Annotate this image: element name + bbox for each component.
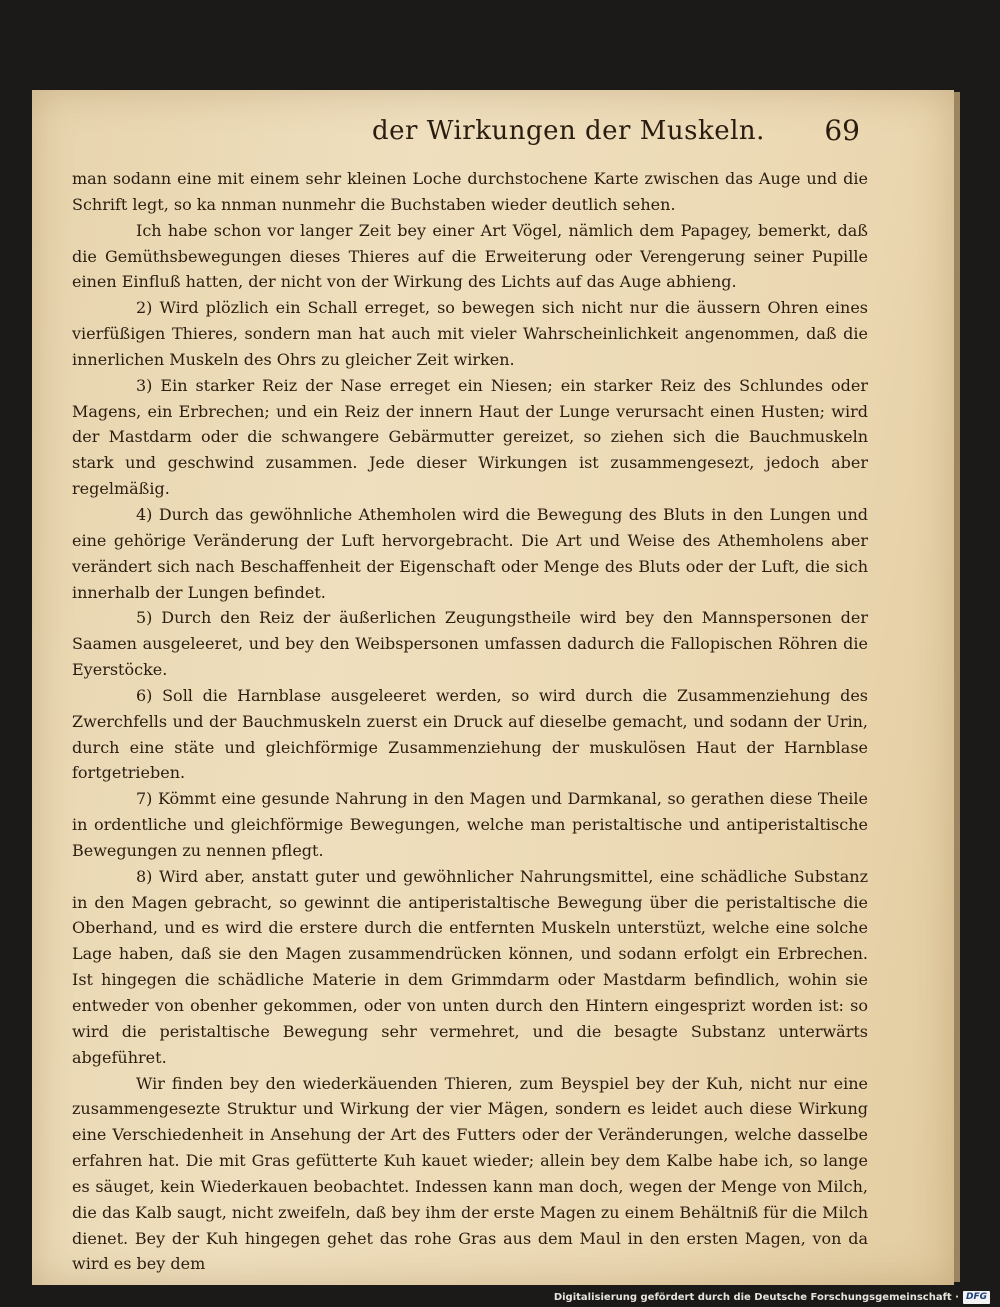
paragraph: 5) Durch den Reiz der äußerlichen Zeugungstheile wird bey den Mannspersonen der Saamen ausgeleeret, und bey den Weibspersonen umfassen dadurch die Fallopischen Röhren die Eyerstöcke. — [72, 608, 868, 680]
page-edge — [954, 92, 960, 1282]
dfg-logo: DFG — [963, 1291, 990, 1304]
paragraph: 8) Wird aber, anstatt guter und gewöhnlicher Nahrungsmittel, eine schädliche Substanz in den Magen gebracht, so gewinnt die antiperistaltische Bewegung über die peristaltische die Oberhand, und es wird die erstere durch die entfernten Muskeln unterstüzt, welche eine solche Lage haben, daß sie den Magen zusammendrücken können, und sodann erfolgt ein Erbrechen. Ist hingegen die schädliche Materie in dem Grimmdarm oder Mastdarm befindlich, wohin sie entweder von obenher gekommen, oder von unten durch den Hintern eingesprizt worden ist: so wird die peristaltische Bewegung sehr vermehret, und die besagte Substanz unterwärts abgeführet. — [72, 866, 868, 1067]
paragraph: 7) Kömmt eine gesunde Nahrung in den Magen und Darmkanal, so gerathen diese Theile in ordentliche und gleichförmige Bewegungen, welche man peristaltische und antiperistaltische Bewegungen zu nennen pflegt. — [72, 789, 868, 860]
paragraph: Wir finden bey den wiederkäuenden Thieren, zum Beyspiel bey der Kuh, nicht nur eine zusammengesezte Struktur und Wirkung der vier Mägen, sondern es leidet auch diese Wirkung eine Verschiedenheit in Ansehung der Art des Futters oder der Veränderungen, welche dasselbe erfahren hat. Die mit Gras gefütterte Kuh kauet wieder; allein bey dem Kalbe habe ich, so lange es säuget, kein Wiederkauen beobachtet. Indessen kann man doch, wegen der Menge von Milch, die das Kalb saugt, nicht zweifeln, daß bey ihm der erste Magen zu einem Behältniß für die Milch dienet. Bey der Kuh hingegen gehet das rohe Gras aus dem Maul in den ersten Magen, von da wird es bey dem — [72, 1073, 868, 1274]
digitization-credit — [554, 1290, 990, 1304]
paragraph: 6) Soll die Harnblase ausgeleeret werden, so wird durch die Zusammenziehung des Zwerchfells und der Bauchmuskeln zuerst ein Druck auf dieselbe gemacht, und sodann der Urin, durch eine stäte und gleichförmige Zusammenziehung der muskulösen Haut der Harnblase fortgetrieben. — [72, 685, 868, 783]
paragraph: Ich habe schon vor langer Zeit bey einer Art Vögel, nämlich dem Papagey, bemerkt, daß die Gemüthsbewegungen dieses Thieres auf die Erweiterung oder Verengerung seiner Pupille einen Einfluß hatten, der nicht von der Wirkung des Lichts auf das Auge abhieng. — [72, 220, 868, 292]
credit-text: Digitalisierung gefördert durch die Deutsche Forschungsgemeinschaft · — [553, 1291, 959, 1303]
page-number: 69 — [824, 114, 860, 147]
page-header — [32, 108, 954, 148]
paragraph: 3) Ein starker Reiz der Nase erreget ein Niesen; ein starker Reiz des Schlundes oder Magens, ein Erbrechen; und ein Reiz der innern Haut der Lunge verursacht einen Husten; wird der Mastdarm oder die schwangere Gebärmutter gereizet, so ziehen sich die Bauchmuskeln stark und geschwind zusammen. Jede dieser Wirkungen ist zusammengesezt, jedoch aber regelmäßig. — [72, 375, 868, 499]
paragraph: 2) Wird plözlich ein Schall erreget, so bewegen sich nicht nur die äussern Ohren eines vierfüßigen Thieres, sondern man hat auch mit vieler Wahrscheinlichkeit angenommen, daß die innerlichen Muskeln des Ohrs zu gleicher Zeit wirken. — [72, 298, 868, 369]
running-title: der Wirkungen der Muskeln. — [372, 116, 765, 146]
paragraph: 4) Durch das gewöhnliche Athemholen wird die Bewegung des Bluts in den Lungen und eine gehörige Veränderung der Luft hervorgebracht. Die Art und Weise des Athemholens aber verändert sich nach Beschaffenheit der Eigenschaft oder Menge des Bluts oder der Luft, die sich innerhalb der Lungen befindet. — [72, 504, 868, 602]
page-body — [72, 166, 868, 1277]
paragraph-continuation: man sodann eine mit einem sehr kleinen Loche durchstochene Karte zwischen das Auge und die Schrift legt, so ka nnman nunmehr die Buchstaben wieder deutlich sehen. — [72, 169, 868, 214]
